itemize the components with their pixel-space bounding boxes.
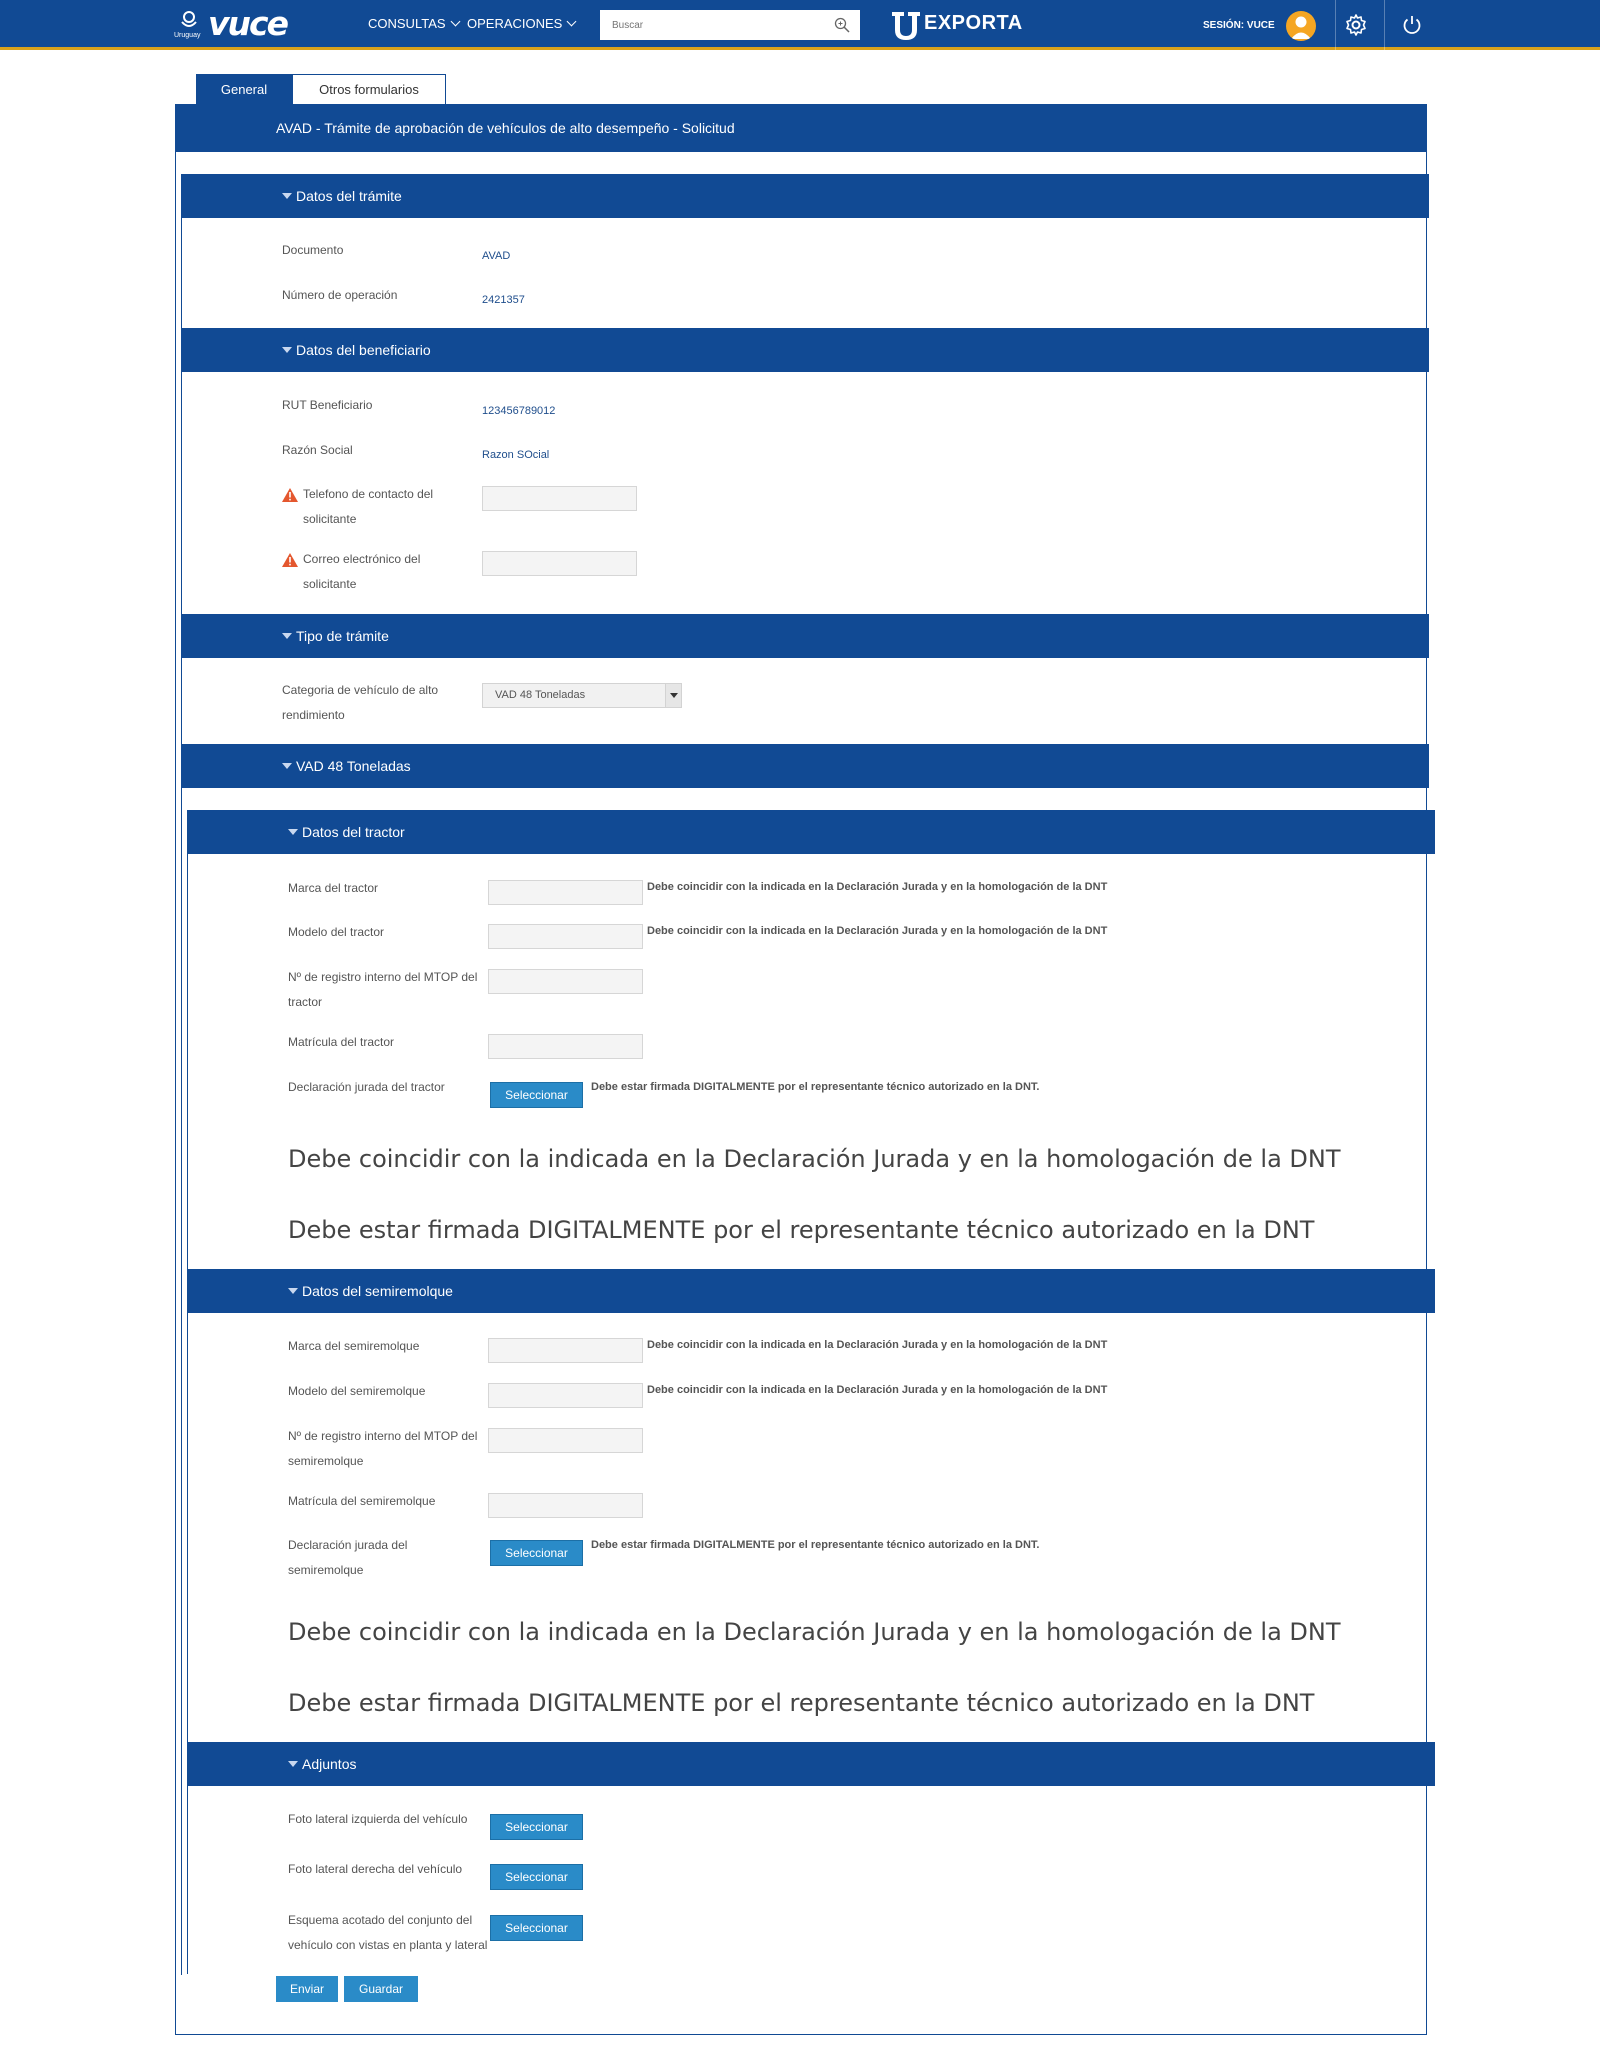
documento-label: Documento (282, 243, 344, 257)
section-border (181, 372, 182, 614)
registro-semiremolque-input[interactable] (489, 1429, 642, 1452)
modelo-semiremolque-field[interactable] (488, 1383, 643, 1408)
declaracion-semiremolque-label: Declaración jurada del (288, 1538, 408, 1552)
warning-icon (281, 552, 299, 568)
esquema-label: Esquema acotado del conjunto del (288, 1913, 473, 1927)
divider (1384, 0, 1385, 50)
declaracion-tractor-select-button[interactable]: Seleccionar (490, 1082, 583, 1108)
form-title: AVAD - Trámite de aprobación de vehículos de alto desempeño - Solicitud (175, 105, 1427, 152)
matricula-semiremolque-field[interactable] (488, 1493, 643, 1518)
categoria-select[interactable] (482, 683, 682, 708)
section-border (187, 854, 188, 1974)
modelo-tractor-field[interactable] (488, 924, 643, 949)
registro-tractor-label-cont: tractor (288, 995, 323, 1009)
caret-down-icon (282, 347, 292, 353)
semiremolque-coincidir-message: Debe coincidir con la indicada en la Declaración Jurada y en la homologación de la DNT (288, 1618, 1341, 1646)
foto-izquierda-label: Foto lateral izquierda del vehículo (288, 1812, 468, 1826)
rut-value: 123456789012 (482, 405, 556, 417)
declaracion-tractor-note: Debe estar firmada DIGITALMENTE por el representante técnico autorizado en la DNT. (591, 1081, 1040, 1093)
modelo-semiremolque-input[interactable] (489, 1384, 642, 1407)
section-datos-tramite[interactable] (181, 174, 1429, 218)
declaracion-tractor-label: Declaración jurada del tractor (288, 1080, 445, 1094)
tractor-firmada-message: Debe estar firmada DIGITALMENTE por el representante técnico autorizado en la DNT (288, 1216, 1315, 1244)
matricula-tractor-label: Matrícula del tractor (288, 1035, 395, 1049)
exporta-text: EXPORTA (924, 12, 1023, 34)
section-border (181, 218, 182, 328)
matricula-tractor-input[interactable] (489, 1035, 642, 1058)
declaracion-semiremolque-label-cont: semiremolque (288, 1563, 364, 1577)
avatar[interactable] (1286, 11, 1316, 41)
logo-country: Uruguay (174, 32, 201, 39)
foto-derecha-select-button[interactable]: Seleccionar (490, 1864, 583, 1890)
section-vad-48[interactable] (181, 744, 1429, 788)
modelo-tractor-note: Debe coincidir con la indicada en la Declaración Jurada y en la homologación de la DNT (647, 925, 1108, 937)
marca-semiremolque-label: Marca del semiremolque (288, 1339, 420, 1353)
categoria-label: Categoria de vehículo de alto (282, 683, 439, 697)
power-icon[interactable] (1401, 14, 1423, 36)
razon-social-value: Razon SOcial (482, 449, 550, 461)
matricula-tractor-field[interactable] (488, 1034, 643, 1059)
categoria-selected-value: VAD 48 Toneladas (495, 689, 586, 701)
nav-operaciones[interactable] (467, 16, 575, 31)
esquema-label-cont: vehículo con vistas en planta y lateral (288, 1938, 488, 1952)
telefono-field[interactable] (482, 486, 637, 511)
top-bar (0, 0, 1600, 50)
section-datos-beneficiario[interactable] (181, 328, 1429, 372)
categoria-label-cont: rendimiento (282, 708, 345, 722)
telefono-label-cont: solicitante (303, 512, 357, 526)
uy-exporta-logo[interactable] (888, 6, 1028, 42)
registro-semiremolque-label-cont: semiremolque (288, 1454, 364, 1468)
tab-general[interactable]: General (196, 74, 292, 104)
registro-tractor-field[interactable] (488, 969, 643, 994)
nav-operaciones-label: OPERACIONES (467, 16, 563, 31)
matricula-semiremolque-input[interactable] (489, 1494, 642, 1517)
correo-field[interactable] (482, 551, 637, 576)
caret-down-icon (288, 1761, 298, 1767)
marca-semiremolque-input[interactable] (489, 1339, 642, 1362)
marca-semiremolque-field[interactable] (488, 1338, 643, 1363)
foto-izquierda-select-button[interactable]: Seleccionar (490, 1814, 583, 1840)
user-icon (1286, 11, 1316, 41)
caret-down-icon (282, 633, 292, 639)
caret-down-icon (282, 763, 292, 769)
correo-label: Correo electrónico del (303, 552, 421, 566)
operacion-value: 2421357 (482, 294, 525, 306)
marca-tractor-field[interactable] (488, 880, 643, 905)
section-title: VAD 48 Toneladas (296, 758, 411, 774)
caret-down-icon (288, 829, 298, 835)
search-box (600, 10, 860, 40)
caret-down-icon (288, 1288, 298, 1294)
guardar-button[interactable]: Guardar (344, 1976, 418, 2002)
section-tipo-tramite[interactable] (181, 614, 1429, 658)
sun-icon (180, 8, 198, 30)
nav-consultas-label: CONSULTAS (368, 16, 446, 31)
section-title: Datos del beneficiario (296, 342, 431, 358)
declaracion-semiremolque-select-button[interactable]: Seleccionar (490, 1540, 583, 1566)
registro-tractor-label: Nº de registro interno del MTOP del (288, 970, 478, 984)
operacion-label: Número de operación (282, 288, 398, 302)
semiremolque-firmada-message: Debe estar firmada DIGITALMENTE por el representante técnico autorizado en la DNT (288, 1689, 1315, 1717)
caret-down-icon (282, 193, 292, 199)
foto-derecha-label: Foto lateral derecha del vehículo (288, 1862, 463, 1876)
esquema-select-button[interactable]: Seleccionar (490, 1915, 583, 1941)
modelo-tractor-input[interactable] (489, 925, 642, 948)
chevron-down-icon (567, 17, 577, 27)
tractor-coincidir-message: Debe coincidir con la indicada en la Declaración Jurada y en la homologación de la DNT (288, 1145, 1341, 1173)
modelo-semiremolque-label: Modelo del semiremolque (288, 1384, 426, 1398)
section-datos-tractor[interactable] (187, 810, 1435, 854)
nav-consultas[interactable] (368, 16, 459, 31)
u-letter-icon (890, 8, 922, 40)
registro-semiremolque-label: Nº de registro interno del MTOP del (288, 1429, 478, 1443)
declaracion-semiremolque-note: Debe estar firmada DIGITALMENTE por el representante técnico autorizado en la DNT. (591, 1539, 1040, 1551)
modelo-tractor-label: Modelo del tractor (288, 925, 385, 939)
section-adjuntos[interactable] (187, 1742, 1435, 1786)
registro-tractor-input[interactable] (489, 970, 642, 993)
logo-text: vuce (208, 4, 287, 43)
correo-input[interactable] (483, 552, 636, 575)
section-title: Tipo de trámite (296, 628, 389, 644)
section-title: Datos del tractor (302, 824, 405, 840)
modelo-semiremolque-note: Debe coincidir con la indicada en la Declaración Jurada y en la homologación de la DNT (647, 1384, 1108, 1396)
session-label: SESIÓN: VUCE (1203, 20, 1275, 31)
marca-tractor-label: Marca del tractor (288, 881, 379, 895)
gear-icon[interactable] (1344, 13, 1368, 37)
vuce-logo[interactable] (172, 6, 322, 42)
documento-value: AVAD (482, 250, 511, 262)
registro-semiremolque-field[interactable] (488, 1428, 643, 1453)
marca-tractor-note: Debe coincidir con la indicada en la Declaración Jurada y en la homologación de la DNT (647, 881, 1108, 893)
section-border (181, 788, 182, 1975)
section-title: Datos del semiremolque (302, 1283, 453, 1299)
dropdown-arrow-icon (665, 684, 681, 707)
marca-tractor-input[interactable] (489, 881, 642, 904)
telefono-input[interactable] (483, 487, 636, 510)
correo-label-cont: solicitante (303, 577, 357, 591)
telefono-label: Telefono de contacto del (303, 487, 434, 501)
search-icon[interactable] (834, 17, 850, 33)
divider (1335, 0, 1336, 50)
warning-icon (281, 487, 299, 503)
search-input[interactable] (600, 10, 820, 40)
section-datos-semiremolque[interactable] (187, 1269, 1435, 1313)
section-border (181, 658, 182, 744)
section-title: Adjuntos (302, 1756, 357, 1772)
chevron-down-icon (450, 17, 460, 27)
marca-semiremolque-note: Debe coincidir con la indicada en la Declaración Jurada y en la homologación de la DNT (647, 1339, 1108, 1351)
tab-otros-formularios[interactable]: Otros formularios (292, 74, 446, 104)
section-title: Datos del trámite (296, 188, 402, 204)
rut-label: RUT Beneficiario (282, 398, 373, 412)
razon-social-label: Razón Social (282, 443, 353, 457)
enviar-button[interactable]: Enviar (276, 1976, 338, 2002)
matricula-semiremolque-label: Matrícula del semiremolque (288, 1494, 436, 1508)
